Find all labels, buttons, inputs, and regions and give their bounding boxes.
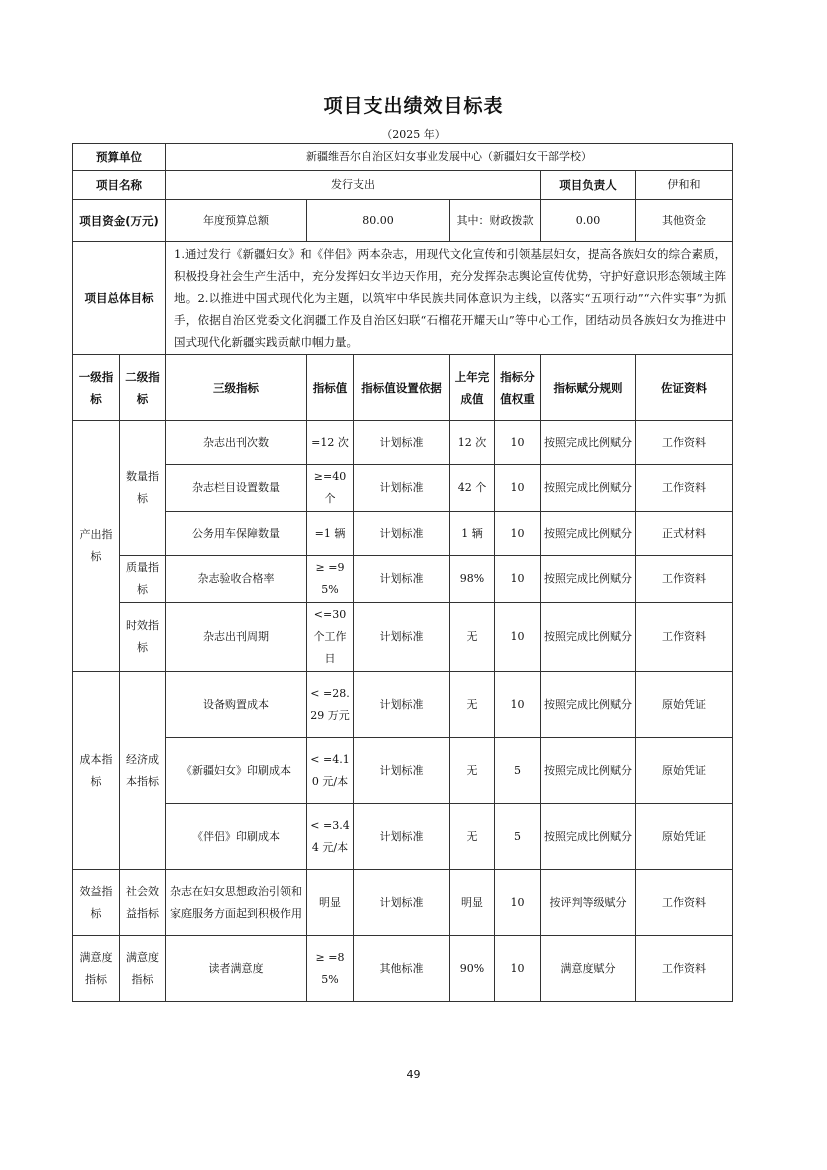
page-number: 49 xyxy=(406,1068,421,1081)
row-basis: 计划标准 xyxy=(354,738,450,804)
table-row xyxy=(73,936,733,1002)
row-basis: 计划标准 xyxy=(354,512,450,556)
row-rule: 按照完成比例赋分 xyxy=(541,556,636,603)
row-last: 42 个 xyxy=(450,465,495,512)
row-basis: 计划标准 xyxy=(354,556,450,603)
header-row xyxy=(73,355,733,421)
row-last: 无 xyxy=(450,603,495,672)
row-rule: 按照完成比例赋分 xyxy=(541,672,636,738)
row-last: 98% xyxy=(450,556,495,603)
row-last: 无 xyxy=(450,804,495,870)
table-row xyxy=(73,465,733,512)
row-rule: 按照完成比例赋分 xyxy=(541,804,636,870)
row-basis: 计划标准 xyxy=(354,672,450,738)
table-row xyxy=(73,870,733,936)
row-evidence: 工作资料 xyxy=(636,870,733,936)
row-evidence: 工作资料 xyxy=(636,556,733,603)
row-name: 杂志验收合格率 xyxy=(166,556,307,603)
group-social-benefit: 社会效益指标 xyxy=(120,870,166,936)
row-rule: 按照完成比例赋分 xyxy=(541,421,636,465)
row-weight: 10 xyxy=(495,512,541,556)
annual-budget-label: 年度预算总额 xyxy=(166,200,307,242)
group-quantity: 数量指标 xyxy=(120,421,166,556)
table-row xyxy=(73,512,733,556)
row-rule: 按照完成比例赋分 xyxy=(541,603,636,672)
table-row xyxy=(73,804,733,870)
project-name-label: 项目名称 xyxy=(73,171,166,200)
row-evidence: 工作资料 xyxy=(636,603,733,672)
row-last: 无 xyxy=(450,672,495,738)
header-value: 指标值 xyxy=(307,355,354,421)
row-rule: 按照完成比例赋分 xyxy=(541,738,636,804)
group-quality: 质量指标 xyxy=(120,556,166,603)
row-name: 读者满意度 xyxy=(166,936,307,1002)
row-rule: 按照完成比例赋分 xyxy=(541,512,636,556)
header-last-year: 上年完成值 xyxy=(450,355,495,421)
row-rule: 按照完成比例赋分 xyxy=(541,465,636,512)
leader-label: 项目负责人 xyxy=(541,171,636,200)
project-name-row xyxy=(73,171,733,200)
row-last: 明显 xyxy=(450,870,495,936)
row-last: 90% xyxy=(450,936,495,1002)
fiscal-label: 其中：财政拨款 xyxy=(450,200,541,242)
row-weight: 5 xyxy=(495,738,541,804)
row-value: < =4.10 元/本 xyxy=(307,738,354,804)
row-value: =12 次 xyxy=(307,421,354,465)
group-econ-cost: 经济成本指标 xyxy=(120,672,166,870)
row-evidence: 原始凭证 xyxy=(636,804,733,870)
row-weight: 10 xyxy=(495,421,541,465)
row-weight: 10 xyxy=(495,465,541,512)
performance-table xyxy=(72,143,733,1002)
row-weight: 10 xyxy=(495,936,541,1002)
row-weight: 10 xyxy=(495,672,541,738)
row-name: 杂志在妇女思想政治引领和家庭服务方面起到积极作用 xyxy=(166,870,307,936)
header-l1: 一级指标 xyxy=(73,355,120,421)
row-evidence: 工作资料 xyxy=(636,421,733,465)
row-rule: 按评判等级赋分 xyxy=(541,870,636,936)
group-cost: 成本指标 xyxy=(73,672,120,870)
row-name: 杂志栏目设置数量 xyxy=(166,465,307,512)
row-basis: 计划标准 xyxy=(354,870,450,936)
header-basis: 指标值设置依据 xyxy=(354,355,450,421)
budget-unit-row xyxy=(73,144,733,171)
header-evidence: 佐证资料 xyxy=(636,355,733,421)
table-row xyxy=(73,421,733,465)
row-value: ≥ =85% xyxy=(307,936,354,1002)
row-evidence: 工作资料 xyxy=(636,936,733,1002)
row-weight: 10 xyxy=(495,603,541,672)
table-row xyxy=(73,738,733,804)
group-timeliness: 时效指标 xyxy=(120,603,166,672)
row-basis: 计划标准 xyxy=(354,804,450,870)
row-last: 1 辆 xyxy=(450,512,495,556)
goal-text: 1.通过发行《新疆妇女》和《伴侣》两本杂志，用现代文化宣传和引领基层妇女，提高各族妇女的综合素质，积极投身社会生产生活中，充分发挥妇女半边天作用，充分发挥杂志舆论宣传优势，守护好意识形态领域主阵地。2.以推进中国式现代化为主题，以筑牢中华民族共同体意识为主线，以落实“五项行动”“六件实事”为抓手，依据自治区党委文化润疆工作及自治区妇联“石榴花开耀天山”等中心工作，团结动员各族妇女为推进中国式现代化新疆实践贡献巾帼力量。 xyxy=(166,242,733,355)
row-name: 杂志出刊次数 xyxy=(166,421,307,465)
leader-value: 伊和和 xyxy=(636,171,733,200)
row-weight: 5 xyxy=(495,804,541,870)
table-row xyxy=(73,556,733,603)
row-evidence: 工作资料 xyxy=(636,465,733,512)
annual-budget-value: 80.00 xyxy=(307,200,450,242)
row-basis: 计划标准 xyxy=(354,603,450,672)
group-output: 产出指标 xyxy=(73,421,120,672)
row-rule: 满意度赋分 xyxy=(541,936,636,1002)
group-satisfaction: 满意度指标 xyxy=(73,936,120,1002)
goal-label: 项目总体目标 xyxy=(73,242,166,355)
row-name: 杂志出刊周期 xyxy=(166,603,307,672)
row-weight: 10 xyxy=(495,870,541,936)
row-name: 《新疆妇女》印刷成本 xyxy=(166,738,307,804)
table-row xyxy=(73,672,733,738)
row-last: 无 xyxy=(450,738,495,804)
fiscal-value: 0.00 xyxy=(541,200,636,242)
other-funds-label: 其他资金 xyxy=(636,200,733,242)
row-value: 明显 xyxy=(307,870,354,936)
row-basis: 计划标准 xyxy=(354,465,450,512)
group-satisfaction-2: 满意度指标 xyxy=(120,936,166,1002)
row-basis: 计划标准 xyxy=(354,421,450,465)
goal-row xyxy=(73,242,733,355)
row-weight: 10 xyxy=(495,556,541,603)
row-value: < =28.29 万元 xyxy=(307,672,354,738)
budget-unit-value: 新疆维吾尔自治区妇女事业发展中心（新疆妇女干部学校） xyxy=(166,144,733,171)
row-evidence: 原始凭证 xyxy=(636,672,733,738)
row-value: ≥=40 个 xyxy=(307,465,354,512)
header-weight: 指标分值权重 xyxy=(495,355,541,421)
row-last: 12 次 xyxy=(450,421,495,465)
row-value: <=30 个工作日 xyxy=(307,603,354,672)
row-value: =1 辆 xyxy=(307,512,354,556)
row-basis: 其他标准 xyxy=(354,936,450,1002)
row-evidence: 正式材料 xyxy=(636,512,733,556)
row-name: 公务用车保障数量 xyxy=(166,512,307,556)
header-rule: 指标赋分规则 xyxy=(541,355,636,421)
year-label: （2025 年） xyxy=(381,128,446,141)
row-name: 设备购置成本 xyxy=(166,672,307,738)
row-evidence: 原始凭证 xyxy=(636,738,733,804)
header-l2: 二级指标 xyxy=(120,355,166,421)
row-value: < =3.44 元/本 xyxy=(307,804,354,870)
header-l3: 三级指标 xyxy=(166,355,307,421)
page-title: 项目支出绩效目标表 xyxy=(323,95,504,117)
funds-label: 项目资金(万元) xyxy=(73,200,166,242)
row-value: ≥ =95% xyxy=(307,556,354,603)
budget-unit-label: 预算单位 xyxy=(73,144,166,171)
funds-row xyxy=(73,200,733,242)
group-benefit: 效益指标 xyxy=(73,870,120,936)
project-name-value: 发行支出 xyxy=(166,171,541,200)
table-row xyxy=(73,603,733,672)
row-name: 《伴侣》印刷成本 xyxy=(166,804,307,870)
